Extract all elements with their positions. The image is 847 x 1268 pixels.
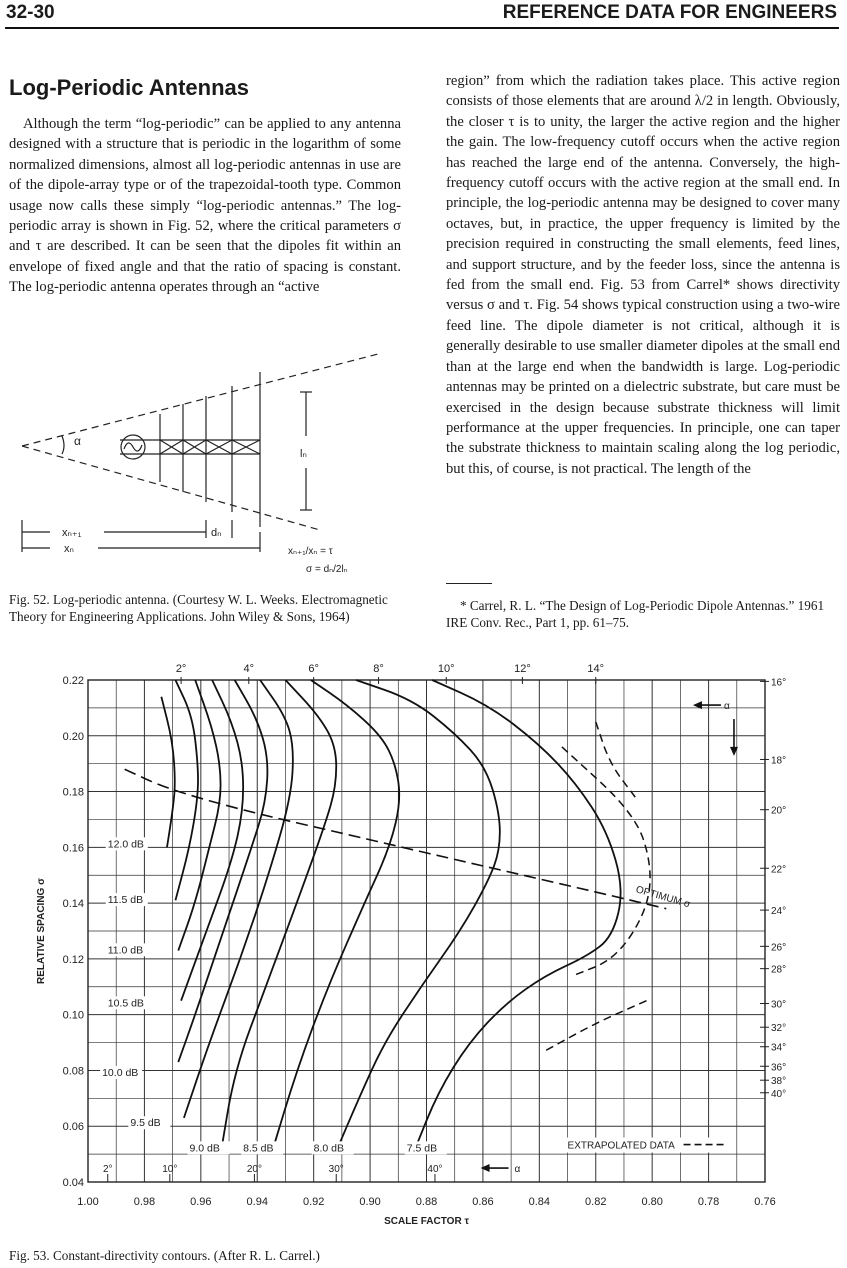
y-axis-label: RELATIVE SPACING σ	[36, 878, 47, 984]
fig52-sigma-label: σ = dₙ/2lₙ	[306, 564, 348, 575]
x-axis-label: SCALE FACTOR τ	[384, 1216, 469, 1227]
footnote-rule	[446, 583, 492, 584]
fig53-caption: Fig. 53. Constant-directivity contours. (After R. L. Carrel.)	[9, 1248, 320, 1263]
directivity-contour	[221, 680, 337, 1154]
x-tick-label: 0.80	[641, 1196, 663, 1208]
x-tick-label: 0.76	[754, 1196, 776, 1208]
directivity-contour	[415, 680, 620, 1149]
fig52-antenna-diagram	[20, 352, 420, 584]
top-alpha-label: 10°	[437, 663, 455, 675]
x-tick-label: 0.98	[133, 1196, 156, 1208]
x-tick-label: 0.92	[302, 1196, 325, 1208]
top-alpha-label: 8°	[373, 663, 384, 675]
bottom-alpha-label: 10°	[162, 1164, 178, 1175]
contour-label: 10.0 dB	[102, 1067, 139, 1080]
left-column-text: Although the term “log-periodic” can be applied to any antenna designed with a structure that is periodic in the logarithm of some normalized dimensions, almost all log-periodic antennas in use are of the dipole-array type or of the trapezoidal-tooth type. Common usage now calls these simply “log-periodic antennas.” The log-periodic array is shown in Fig. 52, where the critical parameters σ and τ are described. It can be seen that the dipoles fit within an envelope of fixed angle and that the ratio of spacing is constant. The log-periodic antenna operates through an “active	[9, 116, 401, 296]
directivity-contour	[175, 680, 198, 900]
fig52-ratio-label: xₙ₊₁/xₙ = τ	[288, 546, 333, 557]
top-alpha-label: 14°	[587, 663, 605, 675]
right-alpha-label: 34°	[771, 1042, 787, 1054]
right-column-text: region” from which the radiation takes place. This active region consists of those elements that are around λ/2 in length. Obviously, the closer τ is to unity, the larger the active region and the higher the gain. The low-frequency cutoff occurs when the active region has reached the large end of the antenna. Conversely, the high-frequency cutoff occurs with the active region at the small end. In principle, the log-periodic antenna may be designed to cover many octaves, but, in practice, the upper frequency is limited by the precision required in constructing the small elements, feed lines, and support structure, and by the feeder loss, since the antenna is fed from the small end. Fig. 53 from Carrel* shows directivity versus σ and τ. Fig. 54 shows typical construction using a two-wire feed line. The dipole diameter is not critical, although it is generally desirable to use smaller diameter dipoles at the small end than at the large end when the bandwidth is large. Log-periodic antennas may be printed on a dielectric substrate, but care must be exercised in the design because substrate thickness will limit performance at the upper frequencies. In principle, one can taper the substrate thickness to maintain scaling along the log periodic, but this, of course, is not practical. The length of the	[446, 73, 840, 477]
y-tick-label: 0.16	[62, 842, 84, 855]
bottom-alpha-label: 20°	[246, 1164, 262, 1175]
x-tick-label: 0.96	[190, 1196, 212, 1208]
bottom-alpha-symbol: α	[514, 1164, 521, 1176]
right-alpha-label: 22°	[771, 864, 787, 876]
section-title: Log-Periodic Antennas	[9, 75, 249, 100]
x-tick-label: 0.94	[246, 1196, 268, 1208]
y-tick-label: 0.06	[62, 1121, 84, 1134]
right-alpha-label: 38°	[771, 1076, 787, 1088]
footnote: * Carrel, R. L. “The Design of Log-Periodic Dipole Antennas.” 1961 IRE Conv. Rec., Part 1, pp. 61–75.	[446, 598, 825, 630]
contour-label: 12.0 dB	[107, 838, 144, 851]
right-alpha-label: 24°	[771, 906, 787, 918]
x-tick-label: 0.90	[359, 1196, 381, 1208]
alpha-arrow-label: α	[723, 701, 730, 713]
legend-extrapolated-label: EXTRAPOLATED DATA	[567, 1140, 675, 1152]
right-alpha-label: 40°	[771, 1088, 787, 1100]
x-tick-label: 0.78	[697, 1196, 720, 1208]
x-tick-label: 0.82	[585, 1196, 607, 1208]
right-alpha-label: 16°	[771, 677, 787, 689]
right-alpha-label: 18°	[771, 755, 787, 767]
contour-label: 9.5 dB	[130, 1117, 161, 1130]
right-alpha-label: 30°	[771, 999, 787, 1011]
extrapolated-curve	[596, 722, 635, 797]
bottom-alpha-label: 40°	[427, 1164, 443, 1175]
grid	[88, 680, 765, 1182]
top-alpha-label: 6°	[308, 663, 319, 675]
page-header	[6, 0, 837, 26]
contour-label: 9.0 dB	[189, 1142, 220, 1155]
fig52-caption: Fig. 52. Log-periodic antenna. (Courtesy W. L. Weeks. Electromagnetic Theory for Engineering Applications. John Wiley & Sons, 1964)	[9, 592, 388, 624]
x-tick-label: 0.88	[415, 1196, 438, 1208]
fig52-dn-label: dₙ	[211, 527, 222, 539]
right-alpha-label: 28°	[771, 964, 787, 976]
page-number: 32-30	[6, 2, 55, 23]
contour-label: 8.0 dB	[313, 1142, 345, 1155]
x-tick-label: 0.86	[472, 1196, 494, 1208]
y-tick-label: 0.12	[62, 953, 84, 966]
y-tick-label: 0.14	[62, 898, 84, 911]
contour-label: 8.5 dB	[243, 1142, 274, 1155]
x-tick-label: 0.84	[528, 1196, 551, 1208]
running-title: REFERENCE DATA FOR ENGINEERS	[502, 2, 837, 23]
right-alpha-label: 36°	[771, 1062, 787, 1074]
y-tick-label: 0.22	[62, 675, 84, 687]
contour-label: 11.5 dB	[107, 894, 144, 907]
fig52-xn1-label: xₙ₊₁	[62, 527, 82, 539]
bottom-alpha-label: 2°	[102, 1164, 113, 1175]
optimum-sigma-line	[125, 769, 667, 908]
header-rule	[5, 27, 839, 29]
y-tick-label: 0.04	[62, 1177, 84, 1189]
right-alpha-label: 32°	[771, 1023, 787, 1035]
directivity-contour	[336, 680, 500, 1151]
right-alpha-label: 20°	[771, 805, 787, 817]
right-alpha-label: 26°	[771, 942, 787, 954]
contour-label: 7.5 dB	[406, 1142, 438, 1155]
contour-label: 11.0 dB	[107, 944, 144, 957]
bottom-alpha-arrow-head	[481, 1164, 490, 1172]
y-tick-label: 0.18	[62, 786, 84, 799]
top-alpha-label: 2°	[175, 663, 187, 675]
y-tick-label: 0.10	[62, 1009, 84, 1022]
x-tick-label: 1.00	[77, 1196, 99, 1208]
top-alpha-label: 4°	[243, 663, 255, 675]
optimum-sigma-label: OPTIMUM σ	[634, 884, 692, 911]
bottom-alpha-label: 30°	[328, 1164, 344, 1175]
fig52-xn-label: xₙ	[64, 543, 74, 555]
fig52-alpha-label: α	[74, 434, 81, 448]
top-alpha-label: 12°	[514, 663, 531, 675]
fig52-ln-label: lₙ	[300, 448, 307, 460]
fig53-constant-directivity-chart	[0, 650, 847, 1230]
y-tick-label: 0.08	[62, 1065, 84, 1078]
contour-label: 10.5 dB	[107, 997, 144, 1010]
y-tick-label: 0.20	[62, 730, 84, 743]
